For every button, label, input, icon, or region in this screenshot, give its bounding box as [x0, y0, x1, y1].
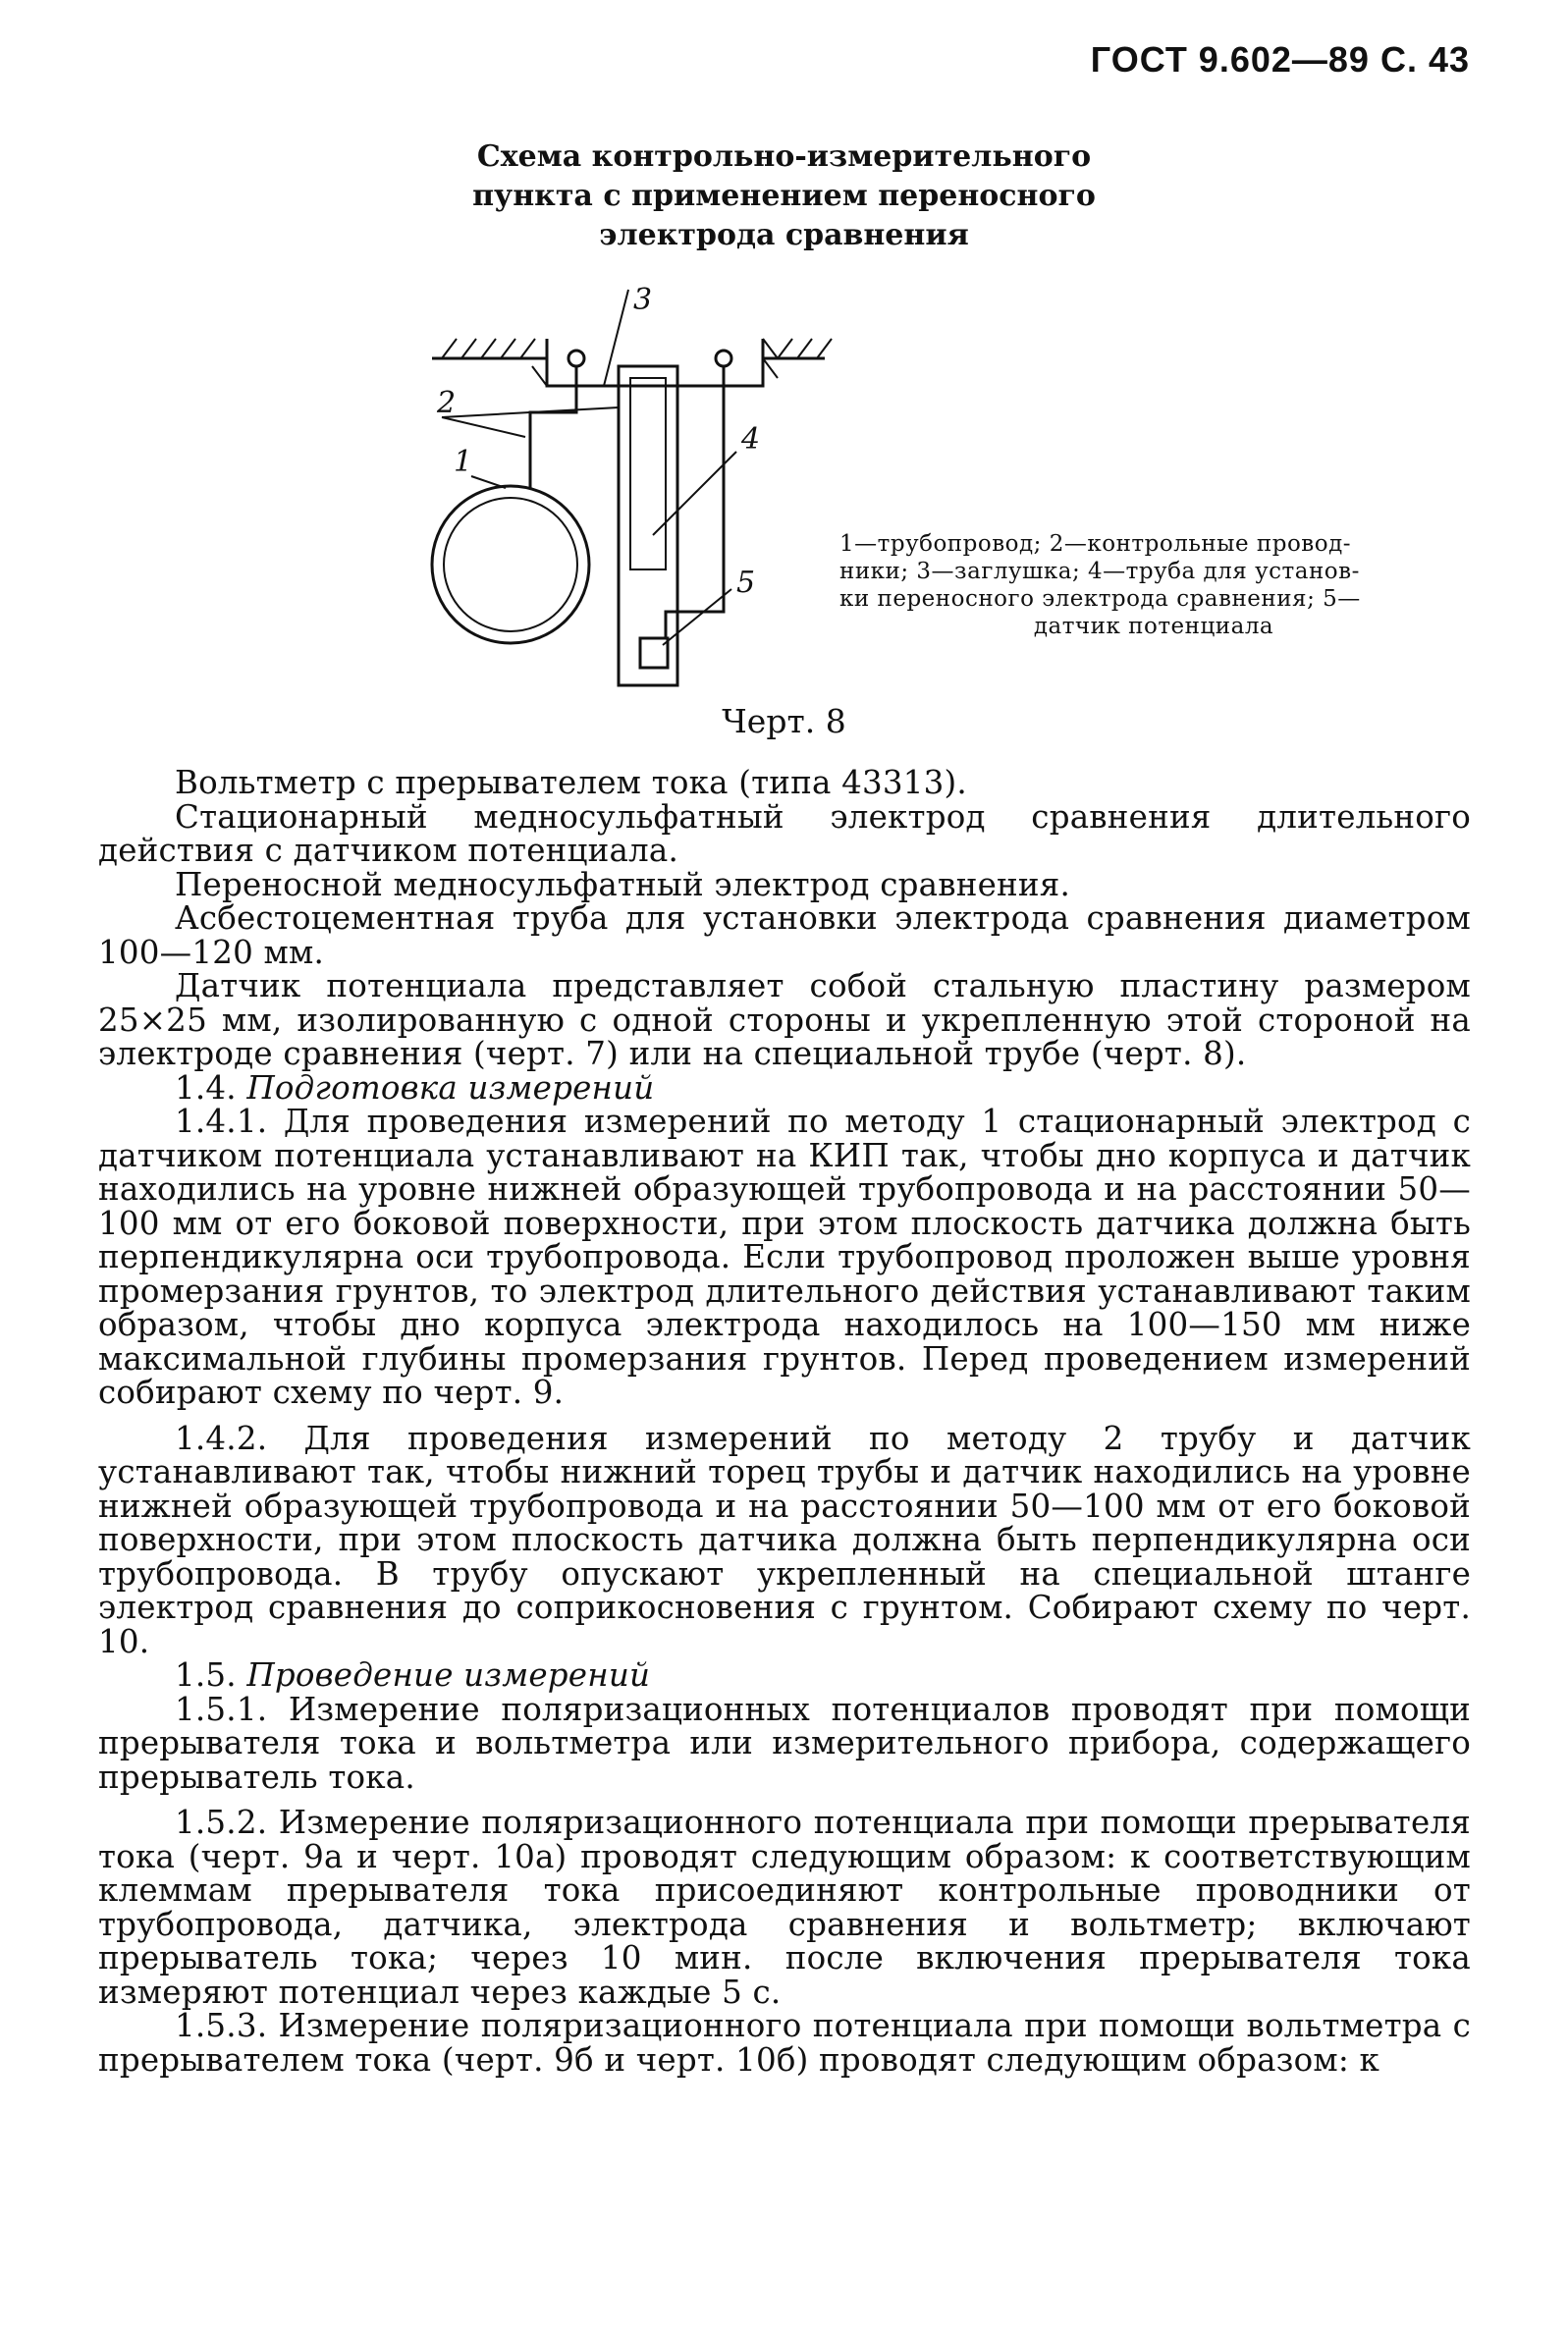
figure-legend	[839, 530, 1468, 640]
figure-caption: Черт. 8	[722, 702, 846, 740]
label-5: 5	[736, 566, 756, 600]
label-4: 4	[741, 422, 761, 457]
label-1: 1	[454, 445, 473, 479]
electrode-tube-inner	[630, 378, 666, 569]
figure-title	[0, 137, 1568, 255]
paragraph: 1.4.2. Для проведения измерений по методу 2 трубу и датчик устанавливают так, чтобы нижний торец трубы и датчик находились на уровне нижней образующей трубопровода и на расстоянии 50—100 мм от его боковой поверхности, при этом плоскость датчика должна быть перпендикулярна оси трубопровода. В трубу опускают укрепленный на специальной штанге электрод сравнения до соприкосновения с грунтом. Собирают схему по черт. 10.	[98, 1419, 1471, 1660]
pipeline-inner	[444, 498, 577, 631]
section-heading	[98, 1658, 1471, 1693]
label-2: 2	[437, 386, 457, 420]
wire-sensor	[666, 366, 724, 638]
leader-1	[471, 476, 506, 488]
ground-hatch-right	[778, 339, 832, 358]
figure-title-line: электрода сравнения	[599, 218, 969, 252]
section-number: 1.4.	[175, 1068, 237, 1107]
ground-hatch-left	[442, 339, 535, 358]
legend-line: датчик потенциала	[1033, 614, 1274, 639]
paragraph: 1.5.3. Измерение поляризационного потенциала при помощи вольтметра с прерывателем тока (черт. 9б и черт. 10б) проводят следующим образом: к	[98, 2007, 1471, 2079]
terminal-left	[568, 351, 584, 366]
leader-2a	[442, 417, 525, 437]
label-3: 3	[633, 283, 653, 317]
paragraph: 1.4.1. Для проведения измерений по методу 1 стационарный электрод с датчиком потенциала устанавливают на КИП так, чтобы дно корпуса и датчик находились на уровне нижней образующей трубопровода и на расстоянии 50—100 мм от его боковой поверхности, при этом плоскость датчика должна быть перпендикулярна оси трубопровода. Если трубопровод проложен выше уровня промерзания грунтов, то электрод длительного действия устанавливают таким образом, чтобы дно корпуса электрода находилось на 100—150 мм ниже максимальной глубины промерзания грунтов. Перед проведением измерений собирают схему по черт. 9.	[98, 1103, 1471, 1411]
legend-line: 1—трубопровод; 2—контрольные провод-	[839, 531, 1352, 557]
paragraph: Вольтметр с прерывателем тока (типа 43313).	[175, 764, 967, 801]
paragraph: Переносной медносульфатный электрод сравнения.	[175, 865, 1071, 903]
page-header: ГОСТ 9.602—89 С. 43	[1090, 39, 1470, 80]
potential-sensor	[640, 638, 668, 668]
terminal-right	[716, 351, 731, 366]
paragraph: 1.5.1. Измерение поляризационных потенциалов проводят при помощи прерывателя тока и вольтметра или измерительного прибора, содержащего прерыватель тока.	[98, 1690, 1471, 1796]
paragraph: 1.5.2. Измерение поляризационного потенциала при помощи прерывателя тока (черт. 9а и черт. 10а) проводят следующим образом: к соответствующим клеммам прерывателя тока присоединяют контрольные проводники от трубопровода, датчика, электрода сравнения и вольтметр; включают прерыватель тока; через 10 мин. после включения прерывателя тока измеряют потенциал через каждые 5 с.	[98, 1804, 1471, 2011]
legend-line: ники; 3—заглушка; 4—труба для установ-	[839, 559, 1360, 584]
figure-title-line: пункта с применением переносного	[472, 179, 1096, 213]
paragraph: Асбестоцементная труба для установки электрода сравнения диаметром 100—120 мм.	[98, 899, 1471, 971]
document-body	[98, 766, 1471, 2077]
paragraph: Датчик потенциала представляет собой стальную пластину размером 25×25 мм, изолированную с одной стороны и укрепленную этой стороной на электроде сравнения (черт. 7) или на специальной трубе (черт. 8).	[98, 967, 1471, 1072]
legend-line: ки переносного электрода сравнения; 5—	[839, 586, 1361, 612]
section-number: 1.5.	[175, 1656, 237, 1694]
section-title: Проведение измерений	[246, 1656, 651, 1694]
section-title: Подготовка измерений	[246, 1068, 655, 1107]
paragraph: Стационарный медносульфатный электрод сравнения длительного действия с датчиком потенциала.	[98, 797, 1471, 869]
leader-5	[663, 589, 731, 645]
figure-title-line: Схема контрольно-измерительного	[476, 139, 1092, 174]
kip-diagram	[412, 280, 844, 712]
leader-3	[604, 290, 628, 386]
pipeline	[432, 486, 589, 643]
section-heading	[98, 1068, 1471, 1107]
